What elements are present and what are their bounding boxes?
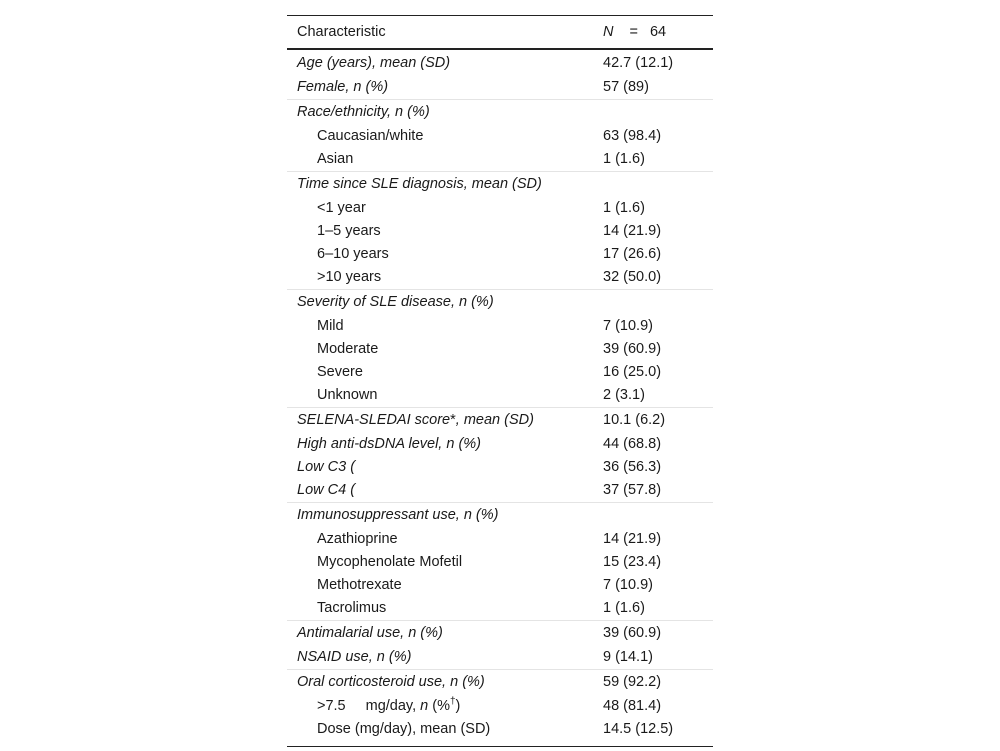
- row-value: 16 (25.0): [603, 363, 662, 380]
- row-label-main: >7.5: [317, 697, 346, 714]
- header-n-label: N: [603, 24, 614, 40]
- table-row-time-lt1: [287, 196, 713, 219]
- table-row-selena-sledai: [287, 407, 713, 432]
- table-row-nsaid: [287, 645, 713, 668]
- row-label: >10 years: [317, 268, 382, 285]
- row-value: 59 (92.2): [603, 674, 662, 690]
- row-value: 7 (10.9): [603, 576, 653, 593]
- table-row-caucasian: [287, 124, 713, 147]
- row-label: Unknown: [317, 386, 378, 403]
- row-label: Oral corticosteroid use, n (%): [297, 674, 485, 690]
- row-label: Immunosuppressant use, n (%): [297, 507, 499, 523]
- row-label: Mycophenolate Mofetil: [317, 553, 463, 570]
- table-row-asian: [287, 147, 713, 170]
- row-value: 7 (10.9): [603, 317, 653, 334]
- table-row-dose-mean: [287, 717, 713, 740]
- row-label: Low C3 (: [297, 458, 356, 475]
- row-label: Methotrexate: [317, 576, 402, 593]
- row-value: 48 (81.4): [603, 697, 662, 714]
- row-value: 14 (21.9): [603, 530, 662, 547]
- row-value: 10.1 (6.2): [603, 412, 666, 428]
- row-value: 39 (60.9): [603, 625, 662, 641]
- row-label-main: SELENA-SLEDAI score: [297, 412, 451, 428]
- header-characteristic: Characteristic: [297, 24, 386, 40]
- table-row-race-heading: [287, 99, 713, 124]
- row-value: 1 (1.6): [603, 199, 645, 216]
- row-value: 1 (1.6): [603, 150, 645, 167]
- table-row-severe: [287, 360, 713, 383]
- table-row-time-1-5: [287, 219, 713, 242]
- row-value: 37 (57.8): [603, 481, 662, 498]
- header-sample-size: [593, 24, 713, 40]
- row-label: <1 year: [317, 199, 366, 216]
- row-value: 9 (14.1): [603, 648, 653, 665]
- row-label: Caucasian/white: [317, 127, 424, 144]
- row-label-suffix: , mean (SD): [455, 412, 534, 428]
- row-value: 44 (68.8): [603, 435, 662, 452]
- table-row-corticosteroid-heading: [287, 669, 713, 694]
- row-label: Mild: [317, 317, 344, 334]
- table-row-moderate: [287, 337, 713, 360]
- row-label-n: n: [420, 697, 429, 714]
- table-header: [287, 16, 713, 50]
- table-row-low-c3: [287, 455, 713, 478]
- table-row-severity-heading: [287, 289, 713, 314]
- table-row-mild: [287, 314, 713, 337]
- row-label: [287, 695, 593, 714]
- table-row-mycophenolate: [287, 550, 713, 573]
- row-label: Azathioprine: [317, 530, 398, 547]
- table-row-azathioprine: [287, 527, 713, 550]
- table-row-antimalarial: [287, 620, 713, 645]
- row-value: 63 (98.4): [603, 127, 662, 144]
- table-row-time-6-10: [287, 242, 713, 265]
- row-label: Dose (mg/day), mean (SD): [317, 720, 491, 737]
- row-value: 36 (56.3): [603, 458, 662, 475]
- row-label: Severity of SLE disease, n (%): [297, 294, 494, 310]
- row-value: 1 (1.6): [603, 599, 645, 616]
- row-label-end: ): [455, 697, 461, 714]
- row-label: Asian: [317, 150, 354, 167]
- table-row-dose-gt7-5: [287, 694, 713, 717]
- row-label: 6–10 years: [317, 245, 389, 262]
- row-label-mid: mg/day,: [365, 697, 421, 714]
- row-label: Time since SLE diagnosis, mean (SD): [297, 176, 542, 192]
- row-value: 17 (26.6): [603, 245, 662, 262]
- table-row-age: [287, 51, 713, 75]
- row-value: 2 (3.1): [603, 386, 645, 403]
- footnote-mark-dagger: †: [449, 695, 456, 707]
- row-label: Moderate: [317, 340, 379, 357]
- row-label: NSAID use, n (%): [297, 648, 412, 665]
- table-row-unknown: [287, 383, 713, 406]
- row-label-tail: (%: [428, 697, 450, 714]
- row-label: Tacrolimus: [317, 599, 387, 616]
- row-label: Antimalarial use, n (%): [297, 625, 443, 641]
- row-value: 14.5 (12.5): [603, 720, 674, 737]
- row-label: Severe: [317, 363, 363, 380]
- table-bottom-rule: [287, 746, 713, 747]
- row-value: 57 (89): [603, 78, 649, 95]
- row-label: Race/ethnicity, n (%): [297, 104, 430, 120]
- header-n-value: 64: [649, 24, 667, 40]
- row-label: High anti-dsDNA level, n (%): [297, 435, 481, 452]
- row-label: Female, n (%): [297, 78, 389, 95]
- row-label: 1–5 years: [317, 222, 381, 239]
- table-row-low-c4: [287, 478, 713, 501]
- row-label: Low C4 (: [297, 481, 356, 498]
- table-row-time-gt10: [287, 265, 713, 288]
- characteristics-table: [287, 15, 713, 747]
- table-row-tacrolimus: [287, 596, 713, 619]
- row-value: 14 (21.9): [603, 222, 662, 239]
- row-label: [287, 412, 593, 428]
- footnote-mark-asterisk: *: [450, 412, 456, 428]
- row-value: 42.7 (12.1): [603, 55, 674, 71]
- row-value: 15 (23.4): [603, 553, 662, 570]
- table-row-immuno-heading: [287, 502, 713, 527]
- table-row-female: [287, 75, 713, 98]
- row-value: 32 (50.0): [603, 268, 662, 285]
- row-value: 39 (60.9): [603, 340, 662, 357]
- table-row-time-heading: [287, 171, 713, 196]
- table-row-anti-dsdna: [287, 432, 713, 455]
- row-label: Age (years), mean (SD): [297, 55, 451, 71]
- table-row-methotrexate: [287, 573, 713, 596]
- header-n-equals: =: [629, 24, 638, 40]
